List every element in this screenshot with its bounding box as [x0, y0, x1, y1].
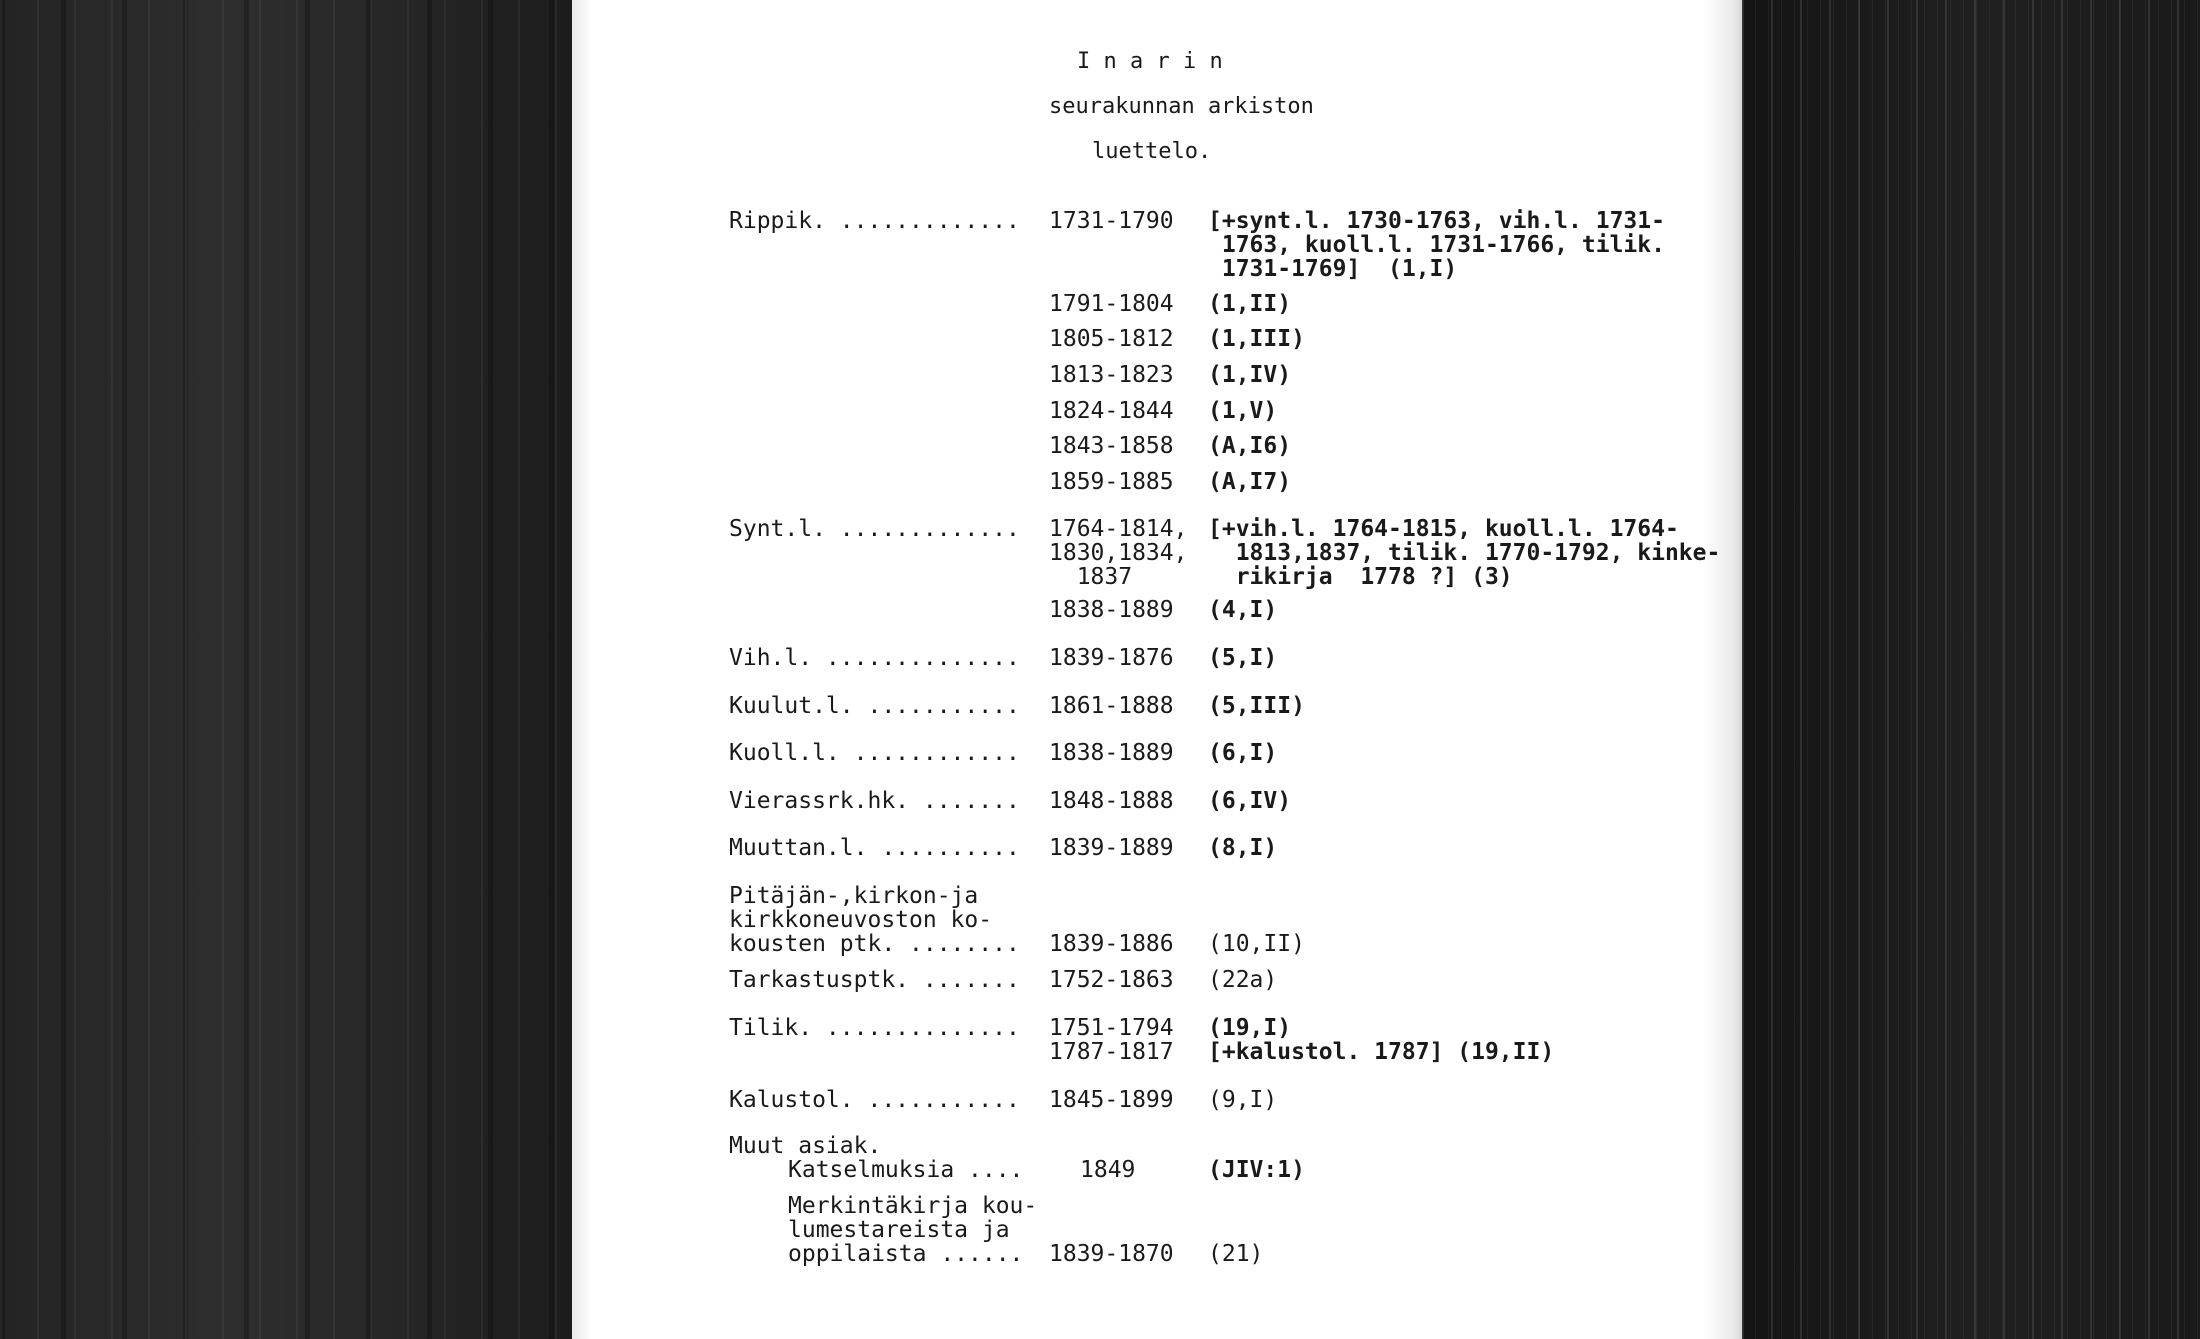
entry-date: 1845-1899: [1049, 1087, 1174, 1113]
entry-ref: (6,I): [1208, 740, 1278, 766]
entry-date: 1824-1844: [1049, 398, 1174, 424]
entry-label: Muuttan.l. ..........: [729, 835, 1020, 861]
document-title: I n a r i n: [1077, 49, 1223, 74]
entry-date: 1839-1870: [1049, 1241, 1174, 1267]
left-film-border: [0, 0, 572, 1339]
entry-ref: [+vih.l. 1764-1815, kuoll.l. 1764- 1813,1837, tilik. 1770-1792, kinke- rikirja 1778 ?] (3): [1208, 516, 1721, 590]
entry-ref: (1,V): [1208, 398, 1278, 424]
right-film-border: [1742, 0, 2200, 1339]
entry-date: 1861-1888: [1049, 693, 1174, 719]
entry-label: Vih.l. ..............: [729, 645, 1020, 671]
entry-ref: (6,IV): [1208, 788, 1292, 814]
entry-date: 1838-1889: [1049, 597, 1174, 623]
entry-ref: (4,I): [1208, 597, 1278, 623]
entry-date: 1751-1794 1787-1817: [1049, 1015, 1174, 1065]
entry-ref: (22a): [1208, 967, 1278, 993]
entry-label: Merkintäkirja kou- lumestareista ja oppilaista ......: [788, 1193, 1038, 1267]
document-page: [572, 0, 1742, 1339]
entry-date: 1839-1876: [1049, 645, 1174, 671]
entry-date: 1805-1812: [1049, 326, 1174, 352]
entry-ref: (19,I) [+kalustol. 1787] (19,II): [1208, 1015, 1555, 1065]
entry-date: 1752-1863: [1049, 967, 1174, 993]
entry-date: 1839-1889: [1049, 835, 1174, 861]
entry-label: Muut asiak.: [729, 1133, 882, 1159]
entry-ref: (10,II): [1208, 931, 1305, 957]
entry-date: 1859-1885: [1049, 469, 1174, 495]
entry-label: Pitäjän-,kirkon-ja kirkkoneuvoston ko- kousten ptk. ........: [729, 883, 1020, 957]
entry-ref: (1,II): [1208, 291, 1292, 317]
entry-ref: (21): [1208, 1241, 1264, 1267]
entry-label: Rippik. .............: [729, 208, 1020, 234]
entry-label: Tilik. ..............: [729, 1015, 1020, 1041]
entry-ref: (1,III): [1208, 326, 1305, 352]
entry-label: Kuulut.l. ...........: [729, 693, 1020, 719]
entry-date: 1839-1886: [1049, 931, 1174, 957]
entry-date: 1843-1858: [1049, 433, 1174, 459]
entry-ref: (5,III): [1208, 693, 1305, 719]
entry-label: Katselmuksia ....: [788, 1157, 1024, 1183]
entry-label: Vierassrk.hk. .......: [729, 788, 1020, 814]
entry-ref: (8,I): [1208, 835, 1278, 861]
entry-ref: (1,IV): [1208, 362, 1292, 388]
entry-date: 1849: [1080, 1157, 1136, 1183]
entry-label: Kuoll.l. ............: [729, 740, 1020, 766]
entry-date: 1791-1804: [1049, 291, 1174, 317]
document-subtitle-2: luettelo.: [1092, 139, 1212, 164]
entry-label: Synt.l. .............: [729, 516, 1020, 542]
entry-date: 1838-1889: [1049, 740, 1174, 766]
entry-ref: (9,I): [1208, 1087, 1278, 1113]
entry-ref: [+synt.l. 1730-1763, vih.l. 1731- 1763, kuoll.l. 1731-1766, tilik. 1731-1769] (1,I): [1208, 208, 1665, 282]
entry-date: 1848-1888: [1049, 788, 1174, 814]
entry-date: 1764-1814, 1830,1834, 1837: [1049, 516, 1188, 590]
entry-ref: (A,I7): [1208, 469, 1292, 495]
document-subtitle: seurakunnan arkiston: [1049, 94, 1314, 119]
entry-date: 1813-1823: [1049, 362, 1174, 388]
entry-label: Tarkastusptk. .......: [729, 967, 1020, 993]
entry-ref: (5,I): [1208, 645, 1278, 671]
entry-date: 1731-1790: [1049, 208, 1174, 234]
entry-ref: (A,I6): [1208, 433, 1292, 459]
entry-ref: (JIV:1): [1208, 1157, 1305, 1183]
entry-label: Kalustol. ...........: [729, 1087, 1020, 1113]
